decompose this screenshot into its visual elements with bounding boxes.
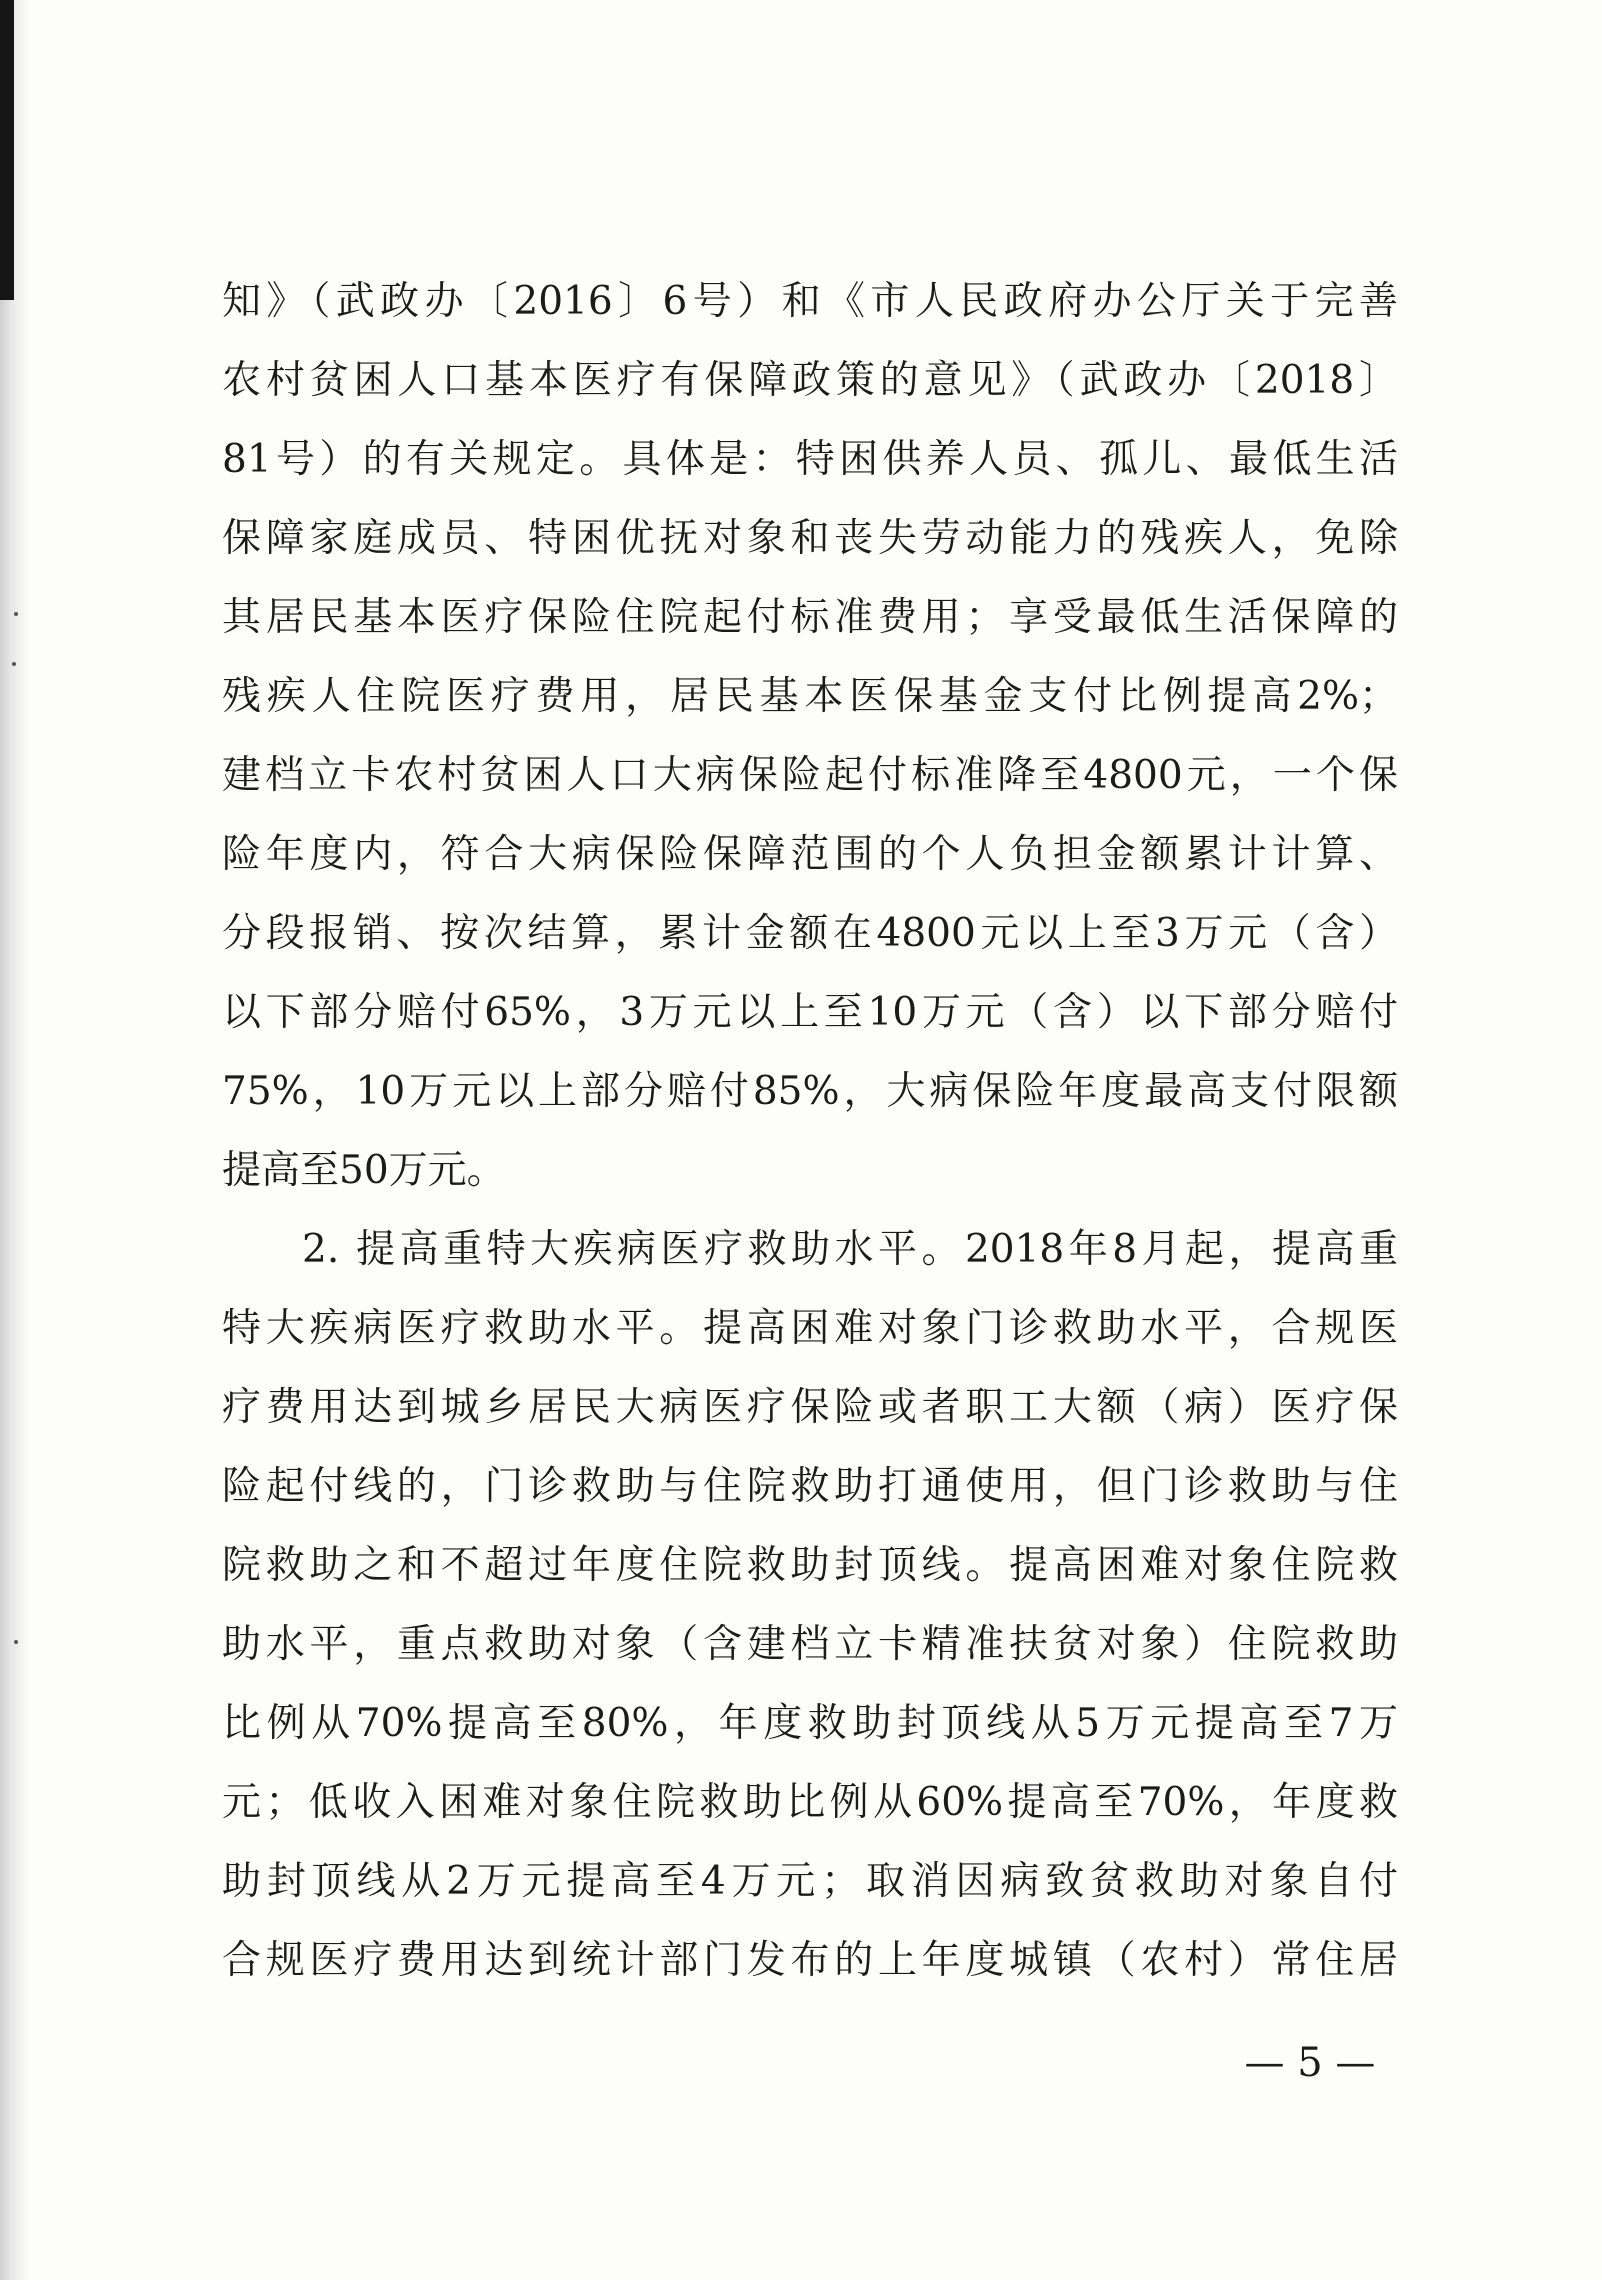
text-line: 险年度内，符合大病保险保障范围的个人负担金额累计计算、 xyxy=(222,832,1398,877)
text-line: 险起付线的，门诊救助与住院救助打通使用，但门诊救助与住 xyxy=(222,1464,1398,1509)
text-line: 建档立卡农村贫困人口大病保险起付标准降至4800元，一个保 xyxy=(222,753,1398,798)
text-line: 知》（武政办〔2016〕6号）和《市人民政府办公厅关于完善 xyxy=(222,279,1398,324)
text-line: 残疾人住院医疗费用，居民基本医保基金支付比例提高2%； xyxy=(222,674,1398,719)
scan-edge-dark-strip xyxy=(0,0,14,300)
text-line: 75%，10万元以上部分赔付85%，大病保险年度最高支付限额 xyxy=(222,1069,1398,1114)
text-line: 农村贫困人口基本医疗有保障政策的意见》（武政办〔2018〕 xyxy=(222,358,1398,403)
text-line: 提高至50万元。 xyxy=(222,1148,506,1193)
text-line: 以下部分赔付65%，3万元以上至10万元（含）以下部分赔付 xyxy=(222,990,1398,1035)
scan-speck xyxy=(14,1640,18,1644)
body-text xyxy=(222,262,1398,2000)
text-line: 助水平，重点救助对象（含建档立卡精准扶贫对象）住院救助 xyxy=(222,1622,1398,1667)
scan-speck xyxy=(14,612,18,616)
text-line: 疗费用达到城乡居民大病医疗保险或者职工大额（病）医疗保 xyxy=(222,1385,1398,1430)
page-number: — 5 — xyxy=(1244,2040,1376,2086)
text-line: 助封顶线从2万元提高至4万元；取消因病致贫救助对象自付 xyxy=(222,1859,1398,1904)
text-line: 81号）的有关规定。具体是：特困供养人员、孤儿、最低生活 xyxy=(222,437,1398,482)
scan-edge-shadow xyxy=(0,0,30,2280)
text-line: 保障家庭成员、特困优抚对象和丧失劳动能力的残疾人，免除 xyxy=(222,516,1398,561)
section-heading-line: 2. 提高重特大疾病医疗救助水平。2018年8月起，提高重 xyxy=(302,1227,1398,1272)
text-line: 元；低收入困难对象住院救助比例从60%提高至70%，年度救 xyxy=(222,1780,1398,1825)
text-line: 其居民基本医疗保险住院起付标准费用；享受最低生活保障的 xyxy=(222,595,1398,640)
text-line: 合规医疗费用达到统计部门发布的上年度城镇（农村）常住居 xyxy=(222,1938,1398,1983)
text-line: 特大疾病医疗救助水平。提高困难对象门诊救助水平，合规医 xyxy=(222,1306,1398,1351)
text-line: 比例从70%提高至80%，年度救助封顶线从5万元提高至7万 xyxy=(222,1701,1398,1746)
text-line: 院救助之和不超过年度住院救助封顶线。提高困难对象住院救 xyxy=(222,1543,1398,1588)
text-line: 分段报销、按次结算，累计金额在4800元以上至3万元（含） xyxy=(222,911,1398,956)
scan-speck xyxy=(12,662,16,666)
